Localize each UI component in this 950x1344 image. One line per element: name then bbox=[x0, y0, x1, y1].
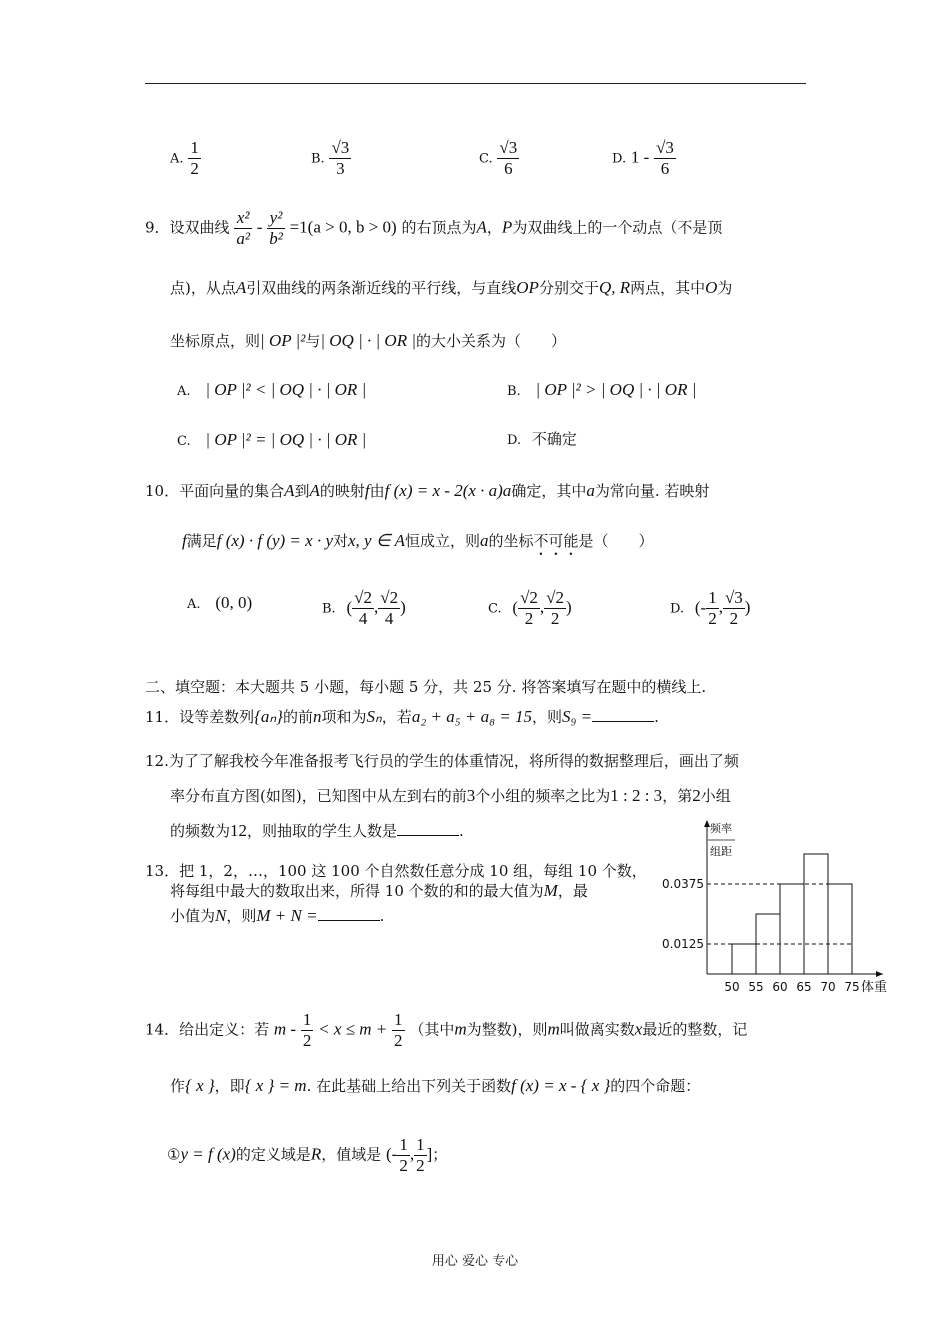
q9-c-label: C. bbox=[177, 434, 191, 449]
q10-text: 满足 bbox=[186, 532, 217, 550]
q13-text: ，则 bbox=[226, 907, 257, 925]
q11-answer-blank[interactable] bbox=[592, 707, 654, 722]
q9-line2 bbox=[170, 277, 732, 298]
q10-line2 bbox=[182, 530, 654, 559]
q10-d-frac1: $\frac{1}{2}$ bbox=[708, 588, 717, 628]
q11-line bbox=[145, 706, 659, 727]
q13-expression: M + N = bbox=[256, 906, 318, 925]
q14-var-r: R bbox=[310, 1144, 322, 1164]
histogram-bar bbox=[732, 944, 756, 974]
section-heading: 二、填空题：本大题共 5 小题，每小题 5 分，共 25 分. 将答案填写在题中的横线上. bbox=[145, 678, 707, 696]
q11-text: ，则 bbox=[531, 708, 562, 726]
q9-oq-or: | OQ | · | OR | bbox=[320, 331, 417, 350]
q10-domain: x, y ∈ A bbox=[348, 531, 405, 550]
q9-text: 分别交于 bbox=[538, 279, 599, 297]
q10-text: 到 bbox=[294, 482, 310, 500]
q9-text: 引双曲线的两条渐近线的平行线，与直线 bbox=[246, 279, 517, 297]
x-tick-label: 65 bbox=[796, 980, 812, 994]
q9-var-a: A bbox=[476, 217, 487, 237]
q9-c-text: | OP |² = | OQ | · | OR | bbox=[205, 430, 367, 449]
histogram-bars bbox=[732, 854, 852, 974]
q10-d-label: D. bbox=[670, 601, 685, 617]
x-tick-label: 75 bbox=[844, 980, 860, 994]
q12-ratio: 1 : 2 : 3 bbox=[610, 786, 663, 805]
q10-option-a bbox=[187, 593, 252, 613]
q14-var-x: x bbox=[634, 1019, 643, 1039]
q11-sequence: {aₙ} bbox=[254, 707, 283, 726]
q8-d-frac: $\frac{√3}{6}$ bbox=[656, 138, 674, 178]
q13-number: 13． bbox=[145, 862, 180, 880]
q10-text: 平面向量的集合 bbox=[179, 482, 285, 500]
q14-proposition-1: ①y = f (x)的定义域是R，值域是 (- $\frac{1}{2}$ , $\frac{1}{2}$ ]； bbox=[167, 1135, 448, 1175]
x-tick-label: 70 bbox=[820, 980, 836, 994]
q8-c-label: C. bbox=[479, 151, 493, 167]
q9-option-d bbox=[507, 428, 577, 449]
y-axis-label-bottom: 组距 bbox=[710, 845, 732, 858]
q14-p1-function: y = f (x) bbox=[180, 1144, 236, 1164]
q10-a-label: A. bbox=[187, 597, 201, 612]
q11-period: . bbox=[654, 708, 659, 726]
q13-period: . bbox=[379, 907, 385, 925]
q14-ineq-mid: < x ≤ m + bbox=[318, 1019, 388, 1039]
q8-a-label: A. bbox=[170, 151, 184, 167]
q9-var-o: O bbox=[705, 278, 718, 297]
q14-text: . 在此基础上给出下列关于函数 bbox=[306, 1077, 512, 1095]
histogram-bar bbox=[804, 854, 828, 974]
q14-bracket-x: { x } bbox=[185, 1076, 215, 1095]
q9-var-p: P bbox=[501, 217, 513, 237]
q11-text: 的前 bbox=[282, 708, 313, 726]
q10-text: 对 bbox=[333, 532, 349, 550]
q14-definition: { x } = m bbox=[244, 1076, 307, 1095]
q9-text: 的右顶点为 bbox=[401, 218, 477, 237]
q14-p1-frac: $\frac{1}{2}$ bbox=[399, 1135, 408, 1175]
frequency-histogram bbox=[655, 818, 895, 996]
q8-a-frac: $\frac{1}{2}$ bbox=[190, 138, 199, 178]
q9-text: 为双曲线上的一个动点（不是顶 bbox=[512, 218, 723, 237]
q8-d-label: D. bbox=[612, 151, 627, 167]
q11-condition: a₂ + a₅ + a₈ = 15 bbox=[411, 707, 532, 726]
q14-text: 的四个命题： bbox=[610, 1077, 701, 1095]
q9-b-text: | OP |² > | OQ | · | OR | bbox=[535, 380, 697, 399]
q13-line1 bbox=[145, 860, 647, 881]
q10-condition: f (x) · f (y) = x · y bbox=[216, 531, 333, 550]
q13-answer-blank[interactable] bbox=[318, 906, 380, 921]
q9-text: 坐标原点，则 bbox=[170, 332, 261, 350]
q8-option-d bbox=[612, 138, 676, 179]
q9-var-op: OP bbox=[516, 278, 539, 297]
q10-option-c: C. ( $\frac{√2}{2}$ , $\frac{√2}{2}$ ) bbox=[488, 588, 572, 628]
q10-emphasis: 不可能 bbox=[533, 532, 579, 550]
q9-text: ， bbox=[486, 218, 502, 237]
q14-text: 作 bbox=[170, 1077, 186, 1095]
y-axis-label-top: 频率 bbox=[710, 822, 732, 835]
q12-line3 bbox=[170, 820, 464, 841]
q11-s9: S₉ = bbox=[561, 707, 593, 726]
q14-text: 最近的整数，记 bbox=[642, 1020, 748, 1039]
q14-var-m: m bbox=[454, 1019, 467, 1039]
q12-two: 2 bbox=[692, 786, 701, 805]
q8-option-c bbox=[479, 138, 519, 179]
y-tick-label: 0.0375 bbox=[662, 877, 704, 891]
q13-text: 小值为 bbox=[170, 907, 216, 925]
q9-text: 点)，从点 bbox=[170, 279, 236, 297]
q12-text: 小组 bbox=[700, 787, 731, 805]
q9-option-a bbox=[177, 380, 366, 400]
q13-var-m: M bbox=[543, 881, 558, 900]
q13-line2 bbox=[170, 880, 588, 901]
x-tick-label: 55 bbox=[748, 980, 764, 994]
q10-d-frac2: $\frac{√3}{2}$ bbox=[724, 588, 743, 628]
q14-line2 bbox=[170, 1075, 700, 1096]
q10-text: 确定，其中 bbox=[511, 482, 587, 500]
q9-line1: 9．设双曲线 $\frac{\text{x²}}{\text{a²}}$ - $\frac{\text{y²}}{\text{b²}}$ =1(a > 0, b > 0) 的右顶点为A，P为双曲线上的一个动点（不是顶 bbox=[145, 208, 723, 248]
q12-twelve: 12 bbox=[230, 821, 248, 840]
q10-var-f: f bbox=[182, 531, 187, 550]
q11-text: 项和为 bbox=[321, 708, 367, 726]
q10-mapping: f (x) = x - 2(x · a)a bbox=[384, 481, 512, 500]
q10-var-f: f bbox=[364, 481, 370, 500]
q10-line1 bbox=[145, 480, 709, 501]
q11-text: 设等差数列 bbox=[179, 708, 255, 726]
q9-a-label: A. bbox=[177, 384, 191, 399]
q12-text: 个小组的频率之比为 bbox=[475, 787, 611, 805]
q10-text: 的映射 bbox=[319, 482, 365, 500]
q10-text: 是（ ） bbox=[578, 532, 654, 550]
q9-text: 的大小关系为（ ） bbox=[416, 332, 567, 350]
q14-text: ，值域是 bbox=[321, 1145, 382, 1164]
x-axis-arrow bbox=[876, 971, 883, 977]
q12-answer-blank[interactable] bbox=[397, 821, 459, 836]
q9-option-c bbox=[177, 430, 366, 450]
q13-var-n: N bbox=[215, 906, 227, 925]
q10-var-a: A bbox=[309, 481, 320, 500]
q10-number: 10． bbox=[145, 482, 180, 500]
q14-text: 为整数)，则 bbox=[466, 1020, 548, 1039]
q10-c-label: C. bbox=[488, 601, 502, 617]
q10-text: 为常向量. 若映射 bbox=[594, 482, 710, 500]
q14-half-frac: $\frac{1}{2}$ bbox=[394, 1010, 403, 1050]
q12-number: 12. bbox=[145, 752, 169, 770]
q12-line1 bbox=[145, 750, 739, 771]
q9-var-qr: Q, R bbox=[598, 278, 631, 297]
q12-three: 3 bbox=[466, 786, 476, 805]
q14-text: 叫做离实数 bbox=[559, 1020, 635, 1039]
q9-var-a: A bbox=[235, 278, 247, 297]
q12-text: 为了了解我校今年准备报考飞行员的学生的体重情况，将所得的数据整理后，画出了频 bbox=[168, 752, 739, 770]
q11-number: 11． bbox=[145, 708, 180, 726]
q14-p1-frac: $\frac{1}{2}$ bbox=[416, 1135, 425, 1175]
q9-text: 设双曲线 bbox=[169, 218, 230, 237]
q8-option-b bbox=[311, 138, 351, 179]
q9-text: 为 bbox=[717, 279, 733, 297]
q14-p1-marker: ① bbox=[167, 1145, 181, 1164]
q10-text: 由 bbox=[369, 482, 385, 500]
q9-b-label: B. bbox=[507, 384, 521, 399]
q9-text: 两点，其中 bbox=[630, 279, 706, 297]
q12-period: . bbox=[459, 822, 464, 840]
q8-c-frac: $\frac{√3}{6}$ bbox=[499, 138, 518, 178]
histogram-axes bbox=[704, 820, 883, 977]
q12-text: 的频数为 bbox=[170, 822, 231, 840]
q13-text: 把 1，2，…，100 这 100 个自然数任意分成 10 组，每组 10 个数， bbox=[179, 862, 647, 880]
q10-b-frac1: $\frac{√2}{4}$ bbox=[354, 588, 372, 628]
q10-b-frac2: $\frac{√2}{4}$ bbox=[380, 588, 399, 628]
q11-sum: Sₙ bbox=[366, 707, 382, 726]
x-axis-label: 体重 bbox=[860, 980, 887, 995]
q9-frac-x: $\frac{\text{x²}}{\text{a²}}$ bbox=[236, 208, 250, 248]
x-tick-label: 50 bbox=[724, 980, 740, 994]
q10-c-frac1: $\frac{√2}{2}$ bbox=[520, 588, 538, 628]
q11-text: ，若 bbox=[381, 708, 412, 726]
q10-text: 恒成立，则 bbox=[405, 532, 481, 550]
histogram-labels bbox=[662, 821, 887, 995]
q8-b-frac: $\frac{√3}{3}$ bbox=[331, 138, 350, 178]
q9-option-b bbox=[507, 380, 696, 400]
header-rule bbox=[145, 83, 806, 84]
q14-p1-open: (- bbox=[386, 1144, 398, 1164]
q8-option-a bbox=[170, 138, 201, 179]
q14-text: 的定义域是 bbox=[235, 1145, 311, 1164]
q14-text: ，即 bbox=[214, 1077, 245, 1095]
q12-line2 bbox=[170, 785, 731, 806]
q10-a-text: (0, 0) bbox=[215, 593, 253, 612]
q14-text: （其中 bbox=[409, 1020, 455, 1039]
page-footer: 用心 爱心 专心 bbox=[431, 1254, 519, 1269]
q10-c-frac2: $\frac{√2}{2}$ bbox=[546, 588, 565, 628]
histogram-bar bbox=[828, 884, 852, 974]
y-tick-label: 0.0125 bbox=[662, 937, 704, 951]
x-tick-label: 60 bbox=[772, 980, 788, 994]
q9-d-label: D. bbox=[507, 433, 522, 448]
q14-ineq-left: m - bbox=[273, 1019, 297, 1039]
q14-p1-close: ] bbox=[426, 1144, 433, 1164]
q10-var-a-vector: a bbox=[586, 481, 595, 500]
q12-text: ，则抽取的学生人数是 bbox=[247, 822, 398, 840]
q12-text: 率分布直方图(如图)，已知图中从左到右的前 bbox=[170, 787, 467, 805]
q9-d-text: 不确定 bbox=[531, 430, 577, 448]
q14-line1 bbox=[145, 1010, 747, 1051]
histogram-bar bbox=[780, 884, 804, 974]
q9-eq-tail: =1(a > 0, b > 0) bbox=[289, 217, 397, 237]
q14-half-frac: $\frac{1}{2}$ bbox=[302, 1010, 312, 1050]
q14-text: 给出定义：若 bbox=[179, 1020, 270, 1039]
q10-option-d: D. (- $\frac{1}{2}$ , $\frac{√3}{2}$ ) bbox=[670, 588, 751, 628]
q9-op-squared: | OP |² bbox=[260, 331, 306, 350]
q9-a-text: | OP |² < | OQ | · | OR | bbox=[205, 380, 367, 399]
q9-text: 与 bbox=[305, 332, 321, 350]
q9-frac-y: $\frac{\text{y²}}{\text{b²}}$ bbox=[269, 208, 283, 248]
q14-function: f (x) = x - { x } bbox=[511, 1076, 611, 1095]
q10-text: 的坐标 bbox=[488, 532, 534, 550]
q14-number: 14． bbox=[145, 1020, 180, 1039]
q14-var-m: m bbox=[547, 1019, 560, 1039]
q10-var-a: A bbox=[284, 481, 295, 500]
q10-option-b: B. ( $\frac{√2}{4}$ , $\frac{√2}{4}$ ) bbox=[322, 588, 406, 628]
q9-line3 bbox=[170, 330, 566, 351]
q14-text: ； bbox=[432, 1145, 448, 1164]
q13-text: 将每组中最大的数取出来，所得 10 个数的和的最大值为 bbox=[170, 882, 544, 900]
q13-line3 bbox=[170, 905, 384, 926]
q12-text: ，第 bbox=[662, 787, 693, 805]
q8-d-prefix: 1 - bbox=[630, 147, 650, 167]
q10-var-a-vector: a bbox=[480, 531, 489, 550]
q11-var-n: n bbox=[313, 707, 322, 726]
q13-text: ，最 bbox=[557, 882, 588, 900]
q10-b-label: B. bbox=[322, 601, 336, 617]
q9-number: 9． bbox=[145, 218, 170, 237]
q8-b-label: B. bbox=[311, 151, 325, 167]
